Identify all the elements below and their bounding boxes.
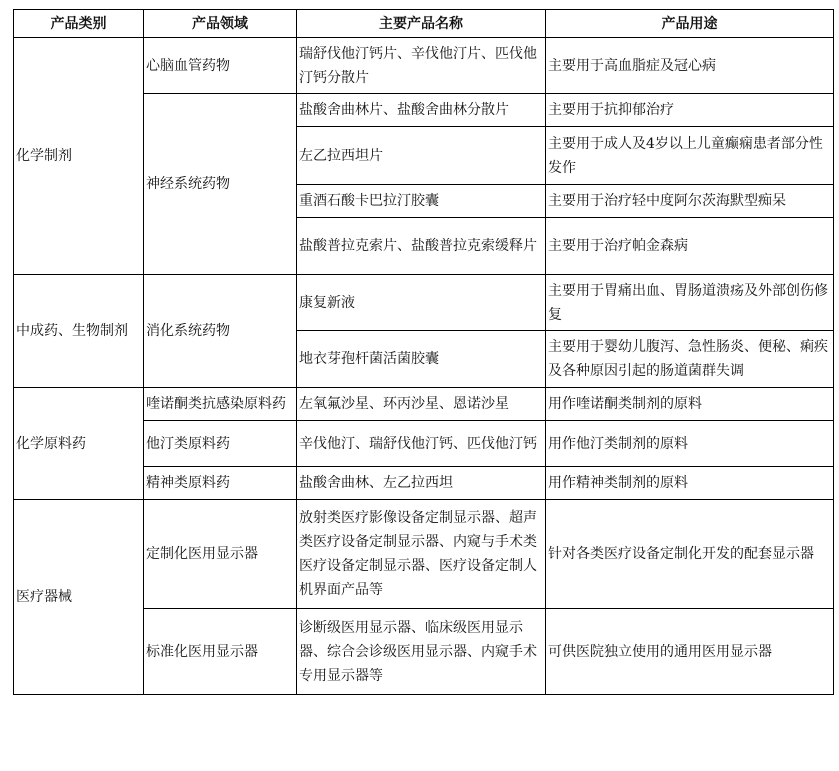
product-name-cell: 左氧氟沙星、环丙沙星、恩诺沙星 [297, 388, 546, 421]
domain-cell: 喹诺酮类抗感染原料药 [144, 388, 297, 421]
category-cell: 中成药、生物制剂 [14, 275, 144, 388]
product-name-cell: 左乙拉西坦片 [297, 127, 546, 185]
domain-cell: 心脑血管药物 [144, 38, 297, 94]
product-name-cell: 重酒石酸卡巴拉汀胶囊 [297, 185, 546, 218]
use-cell: 用作喹诺酮类制剂的原料 [546, 388, 834, 421]
category-cell: 医疗器械 [14, 500, 144, 695]
domain-cell: 精神类原料药 [144, 467, 297, 500]
use-cell: 可供医院独立使用的通用医用显示器 [546, 609, 834, 695]
table-body [14, 38, 834, 695]
use-cell: 主要用于治疗轻中度阿尔茨海默型痴呆 [546, 185, 834, 218]
use-cell: 主要用于婴幼儿腹泻、急性肠炎、便秘、痢疾及各种原因引起的肠道菌群失调 [546, 331, 834, 388]
product-name-cell: 诊断级医用显示器、临床级医用显示器、综合会诊级医用显示器、内窥手术专用显示器等 [297, 609, 546, 695]
header-product-name: 主要产品名称 [297, 10, 546, 38]
use-cell: 主要用于胃痛出血、胃肠道溃疡及外部创伤修复 [546, 275, 834, 331]
use-cell: 用作他汀类制剂的原料 [546, 421, 834, 467]
header-domain: 产品领域 [144, 10, 297, 38]
product-name-cell: 盐酸舍曲林、左乙拉西坦 [297, 467, 546, 500]
product-name-cell: 辛伐他汀、瑞舒伐他汀钙、匹伐他汀钙 [297, 421, 546, 467]
category-cell: 化学原料药 [14, 388, 144, 500]
product-table-page [13, 9, 833, 695]
product-table [13, 9, 834, 695]
product-name-cell: 康复新液 [297, 275, 546, 331]
product-name-cell: 放射类医疗影像设备定制显示器、超声类医疗设备定制显示器、内窥与手术类医疗设备定制显示器、医疗设备定制人机界面产品等 [297, 500, 546, 609]
product-name-cell: 地衣芽孢杆菌活菌胶囊 [297, 331, 546, 388]
use-cell: 主要用于成人及4岁以上儿童癫痫患者部分性发作 [546, 127, 834, 185]
use-cell: 用作精神类制剂的原料 [546, 467, 834, 500]
header-use: 产品用途 [546, 10, 834, 38]
domain-cell: 神经系统药物 [144, 94, 297, 275]
table-row [14, 500, 834, 609]
header-category: 产品类别 [14, 10, 144, 38]
table-row [14, 275, 834, 331]
domain-cell: 定制化医用显示器 [144, 500, 297, 609]
table-row [14, 388, 834, 421]
product-name-cell: 瑞舒伐他汀钙片、辛伐他汀片、匹伐他汀钙分散片 [297, 38, 546, 94]
product-name-cell: 盐酸舍曲林片、盐酸舍曲林分散片 [297, 94, 546, 127]
use-cell: 主要用于治疗帕金森病 [546, 218, 834, 275]
table-header-row [14, 10, 834, 38]
table-row [14, 38, 834, 94]
use-cell: 针对各类医疗设备定制化开发的配套显示器 [546, 500, 834, 609]
domain-cell: 标准化医用显示器 [144, 609, 297, 695]
domain-cell: 他汀类原料药 [144, 421, 297, 467]
product-name-cell: 盐酸普拉克索片、盐酸普拉克索缓释片 [297, 218, 546, 275]
domain-cell: 消化系统药物 [144, 275, 297, 388]
use-cell: 主要用于抗抑郁治疗 [546, 94, 834, 127]
category-cell: 化学制剂 [14, 38, 144, 275]
use-cell: 主要用于高血脂症及冠心病 [546, 38, 834, 94]
